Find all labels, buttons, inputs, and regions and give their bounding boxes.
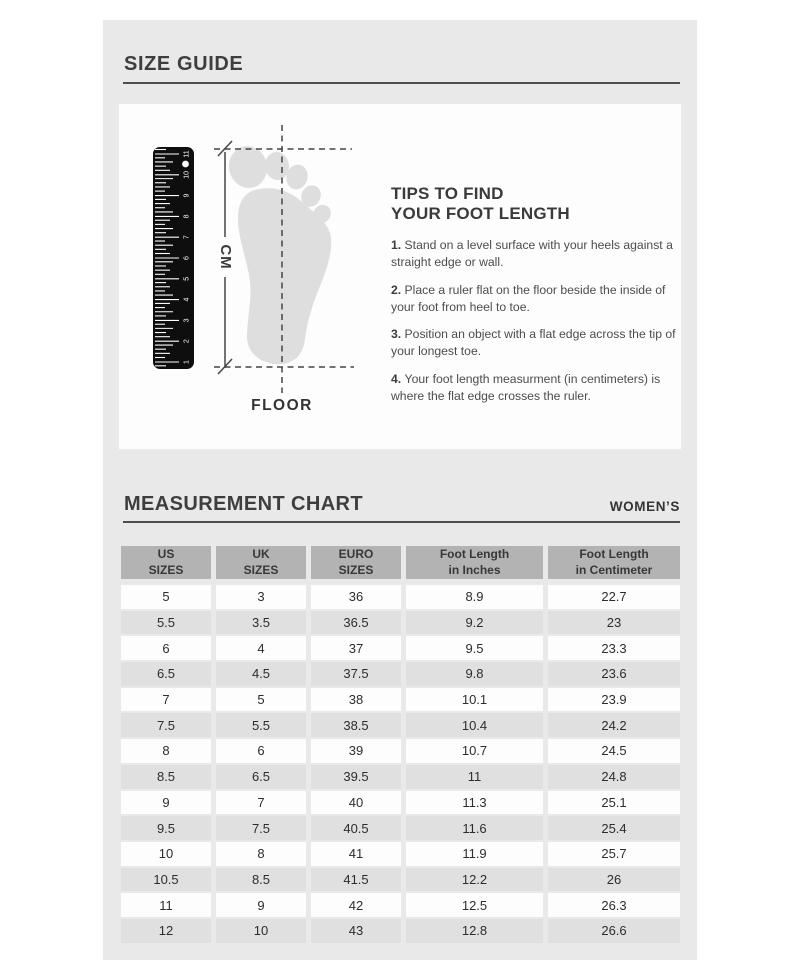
ruler-number: 5 — [183, 276, 191, 281]
table-cell: 39 — [311, 739, 401, 763]
table-cell: 7 — [216, 791, 306, 815]
table-cell: 12.8 — [406, 919, 543, 943]
table-cell: 42 — [311, 893, 401, 917]
tip-item — [391, 237, 676, 271]
table-cell: 6 — [121, 636, 211, 660]
table-cell: 5.5 — [121, 611, 211, 635]
table-cell: 5.5 — [216, 713, 306, 737]
ruler-number: 6 — [183, 256, 191, 260]
table-cell: 9.2 — [406, 611, 543, 635]
table-cell: 23.6 — [548, 662, 680, 686]
table-row — [121, 662, 680, 686]
table-cell: 9 — [216, 893, 306, 917]
tip-text: Your foot length measurment (in centimeters) is where the flat edge crosses the ruler. — [391, 372, 661, 403]
ruler-number: 11 — [183, 150, 191, 158]
ruler-number: 10 — [183, 170, 191, 179]
tip-number: 4. — [391, 372, 402, 387]
table-cell: 7 — [121, 688, 211, 712]
table-cell: 8.5 — [216, 868, 306, 892]
table-cell: 11.6 — [406, 816, 543, 840]
table-cell: 38.5 — [311, 713, 401, 737]
table-cell: 25.1 — [548, 791, 680, 815]
table-cell: 10 — [216, 919, 306, 943]
ruler-number: 1 — [183, 360, 191, 364]
table-cell: 23 — [548, 611, 680, 635]
table-cell: 9.5 — [121, 816, 211, 840]
measurement-chart-title: MEASUREMENT CHART — [124, 493, 364, 515]
table-cell: 23.9 — [548, 688, 680, 712]
ruler-number: 9 — [183, 193, 191, 198]
tip-number: 2. — [391, 282, 402, 297]
table-cell: 26.3 — [548, 893, 680, 917]
tips-section — [391, 184, 676, 416]
table-cell: 11.3 — [406, 791, 543, 815]
table-cell: 26.6 — [548, 919, 680, 943]
table-cell: 11.9 — [406, 842, 543, 866]
table-row — [121, 919, 680, 943]
table-cell: 7.5 — [216, 816, 306, 840]
tip-number: 3. — [391, 327, 402, 342]
table-cell: 10.7 — [406, 739, 543, 763]
table-cell: 39.5 — [311, 765, 401, 789]
table-cell: 9.8 — [406, 662, 543, 686]
table-row — [121, 636, 680, 660]
table-cell: 10.1 — [406, 688, 543, 712]
table-cell: 4 — [216, 636, 306, 660]
table-cell: 3.5 — [216, 611, 306, 635]
tip-item — [391, 326, 676, 360]
table-cell: 4.5 — [216, 662, 306, 686]
table-row — [121, 765, 680, 789]
table-cell: 12.2 — [406, 868, 543, 892]
measurement-chart-header — [124, 493, 680, 516]
table-cell: 12 — [121, 919, 211, 943]
column-header: US SIZES — [121, 546, 211, 579]
table-cell: 5 — [216, 688, 306, 712]
table-cell: 10.4 — [406, 713, 543, 737]
table-cell: 37.5 — [311, 662, 401, 686]
table-cell: 23.3 — [548, 636, 680, 660]
tip-text: Position an object with a flat edge across the tip of your longest toe. — [391, 327, 676, 359]
table-header-row — [121, 546, 680, 579]
table-cell: 41.5 — [311, 868, 401, 892]
table-cell: 3 — [216, 585, 306, 609]
foot-measurement-illustration — [121, 110, 371, 420]
table-cell: 10 — [121, 842, 211, 866]
table-row — [121, 611, 680, 635]
table-cell: 9.5 — [406, 636, 543, 660]
table-cell: 8 — [121, 739, 211, 763]
table-cell: 40 — [311, 791, 401, 815]
table-cell: 6 — [216, 739, 306, 763]
table-cell: 9 — [121, 791, 211, 815]
table-cell: 8.5 — [121, 765, 211, 789]
table-row — [121, 816, 680, 840]
table-cell: 7.5 — [121, 713, 211, 737]
table-cell: 11 — [406, 765, 543, 789]
table-cell: 36.5 — [311, 611, 401, 635]
table-cell: 8 — [216, 842, 306, 866]
divider — [123, 82, 680, 84]
table-cell: 12.5 — [406, 893, 543, 917]
table-cell: 8.9 — [406, 585, 543, 609]
ruler-number: 4 — [183, 297, 191, 302]
tips-heading-line1: TIPS TO FIND — [391, 184, 504, 203]
size-chart-table — [121, 546, 680, 945]
page-title: SIZE GUIDE — [124, 53, 244, 75]
column-header: Foot Length in Centimeter — [548, 546, 680, 579]
table-cell: 24.2 — [548, 713, 680, 737]
table-cell: 43 — [311, 919, 401, 943]
ruler-hole — [182, 161, 189, 168]
table-cell: 37 — [311, 636, 401, 660]
table-row — [121, 791, 680, 815]
tip-text: Place a ruler flat on the floor beside the inside of your foot from heel to toe. — [391, 282, 666, 314]
footprint-icon — [225, 143, 334, 365]
tips-heading-line2: YOUR FOOT LENGTH — [391, 204, 570, 224]
column-header: UK SIZES — [216, 546, 306, 579]
table-cell: 26 — [548, 868, 680, 892]
table-cell: 25.4 — [548, 816, 680, 840]
table-row — [121, 585, 680, 609]
tip-number: 1. — [391, 238, 402, 253]
cm-label: CM — [217, 244, 235, 270]
table-cell: 6.5 — [216, 765, 306, 789]
size-guide-panel — [103, 20, 697, 960]
floor-label: FLOOR — [251, 397, 313, 414]
divider — [123, 521, 680, 523]
table-cell: 24.5 — [548, 739, 680, 763]
table-cell: 40.5 — [311, 816, 401, 840]
ruler-number: 2 — [183, 339, 191, 344]
table-cell: 22.7 — [548, 585, 680, 609]
table-row — [121, 893, 680, 917]
table-body — [121, 585, 680, 943]
measuring-instructions-card — [119, 104, 681, 449]
category-label: WOMEN’S — [609, 499, 680, 514]
table-cell: 10.5 — [121, 868, 211, 892]
table-row — [121, 868, 680, 892]
column-header: EURO SIZES — [311, 546, 401, 579]
table-cell: 25.7 — [548, 842, 680, 866]
ruler-number: 7 — [183, 235, 191, 240]
tip-item — [391, 282, 676, 316]
table-row — [121, 739, 680, 763]
table-cell: 6.5 — [121, 662, 211, 686]
ruler-number: 3 — [183, 318, 191, 323]
table-row — [121, 713, 680, 737]
tip-text: Stand on a level surface with your heels against a straight edge or wall. — [391, 238, 673, 269]
tips-heading — [391, 184, 676, 224]
table-row — [121, 688, 680, 712]
table-row — [121, 842, 680, 866]
table-cell: 38 — [311, 688, 401, 712]
table-cell: 41 — [311, 842, 401, 866]
ruler-number: 8 — [183, 214, 191, 219]
table-cell: 36 — [311, 585, 401, 609]
table-cell: 24.8 — [548, 765, 680, 789]
tips-list — [391, 237, 676, 405]
table-cell: 11 — [121, 893, 211, 917]
table-cell: 5 — [121, 585, 211, 609]
column-header: Foot Length in Inches — [406, 546, 543, 579]
tip-item — [391, 371, 676, 405]
ruler-icon — [153, 147, 194, 369]
